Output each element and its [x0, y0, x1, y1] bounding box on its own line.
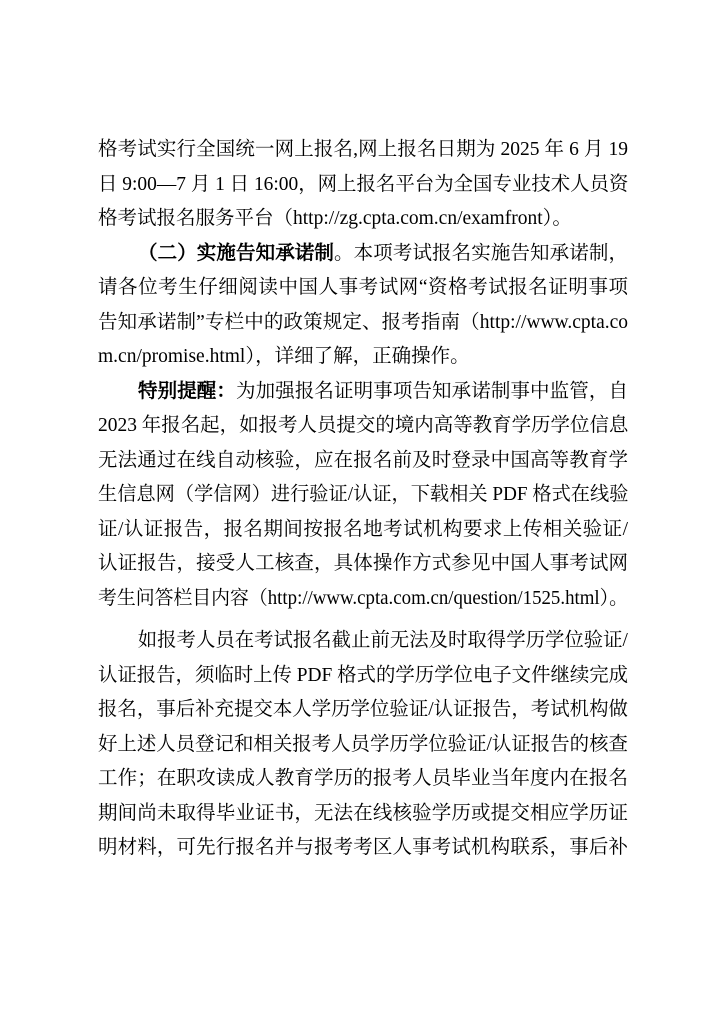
paragraph-commitment-system [98, 237, 628, 375]
text-line: m.cn/promise.html），详细了解，正确操作。 [98, 346, 470, 367]
paragraph-temporary-upload [98, 624, 628, 866]
text-line: 认证报告，接受人工核查，具体操作方式参见中国人事考试网 [98, 553, 628, 574]
section-heading: （二）实施告知承诺制 [138, 242, 335, 264]
text-line: 好上述人员登记和相关报考人员学历学位验证/认证报告的核查 [98, 733, 628, 755]
text-line: 如报考人员在考试报名截止前无法及时取得学历学位验证/ [137, 630, 628, 651]
text-line [98, 375, 628, 410]
text-line: 日 9:00—7 月 1 日 16:00，网上报名平台为全国专业技术人员资 [98, 173, 629, 195]
text-line: 工作；在职攻读成人教育学历的报考人员毕业当年度内在报名 [98, 768, 628, 789]
text-line: 明材料，可先行报名并与报考考区人事考试机构联系，事后补 [98, 837, 628, 858]
text-run: 为加强报名证明事项告知承诺制事中监管，自 [236, 380, 628, 402]
paragraph-special-reminder [98, 375, 628, 617]
text-line: 请各位考生仔细阅读中国人事考试网“资格考试报名证明事项 [98, 277, 628, 298]
text-line: 考生问答栏目内容（http://www.cpta.com.cn/question/1525.html）。 [98, 587, 628, 609]
text-run: 。本项考试报名实施告知承诺制， [334, 242, 628, 264]
text-line: 证/认证报告，报名期间按报名地考试机构要求上传相关验证/ [98, 518, 628, 540]
text-line: 格考试报名服务平台（http://zg.cpta.com.cn/examfront）。 [98, 208, 572, 229]
emphasis-label: 特别提醒： [138, 380, 237, 402]
text-line: 认证报告，须临时上传 PDF 格式的学历学位电子文件继续完成 [98, 664, 629, 686]
document-body [98, 133, 628, 866]
text-line: 格考试实行全国统一网上报名,网上报名日期为 2025 年 6 月 19 [98, 139, 628, 160]
text-line: 期间尚未取得毕业证书，无法在线核验学历或提交相应学历证 [98, 802, 628, 824]
text-line: 无法通过在线自动核验，应在报名前及时登录中国高等教育学 [98, 449, 628, 471]
text-line: 生信息网（学信网）进行验证/认证，下载相关 PDF 格式在线验 [98, 484, 629, 505]
text-line [98, 237, 628, 272]
paragraph-registration-dates [98, 133, 628, 237]
text-line: 告知承诺制”专栏中的政策规定、报考指南（http://www.cpta.co [98, 311, 628, 333]
text-line: 2023 年报名起，如报考人员提交的境内高等教育学历学位信息 [98, 415, 629, 436]
text-line: 报名，事后补充提交本人学历学位验证/认证报告，考试机构做 [98, 699, 628, 720]
